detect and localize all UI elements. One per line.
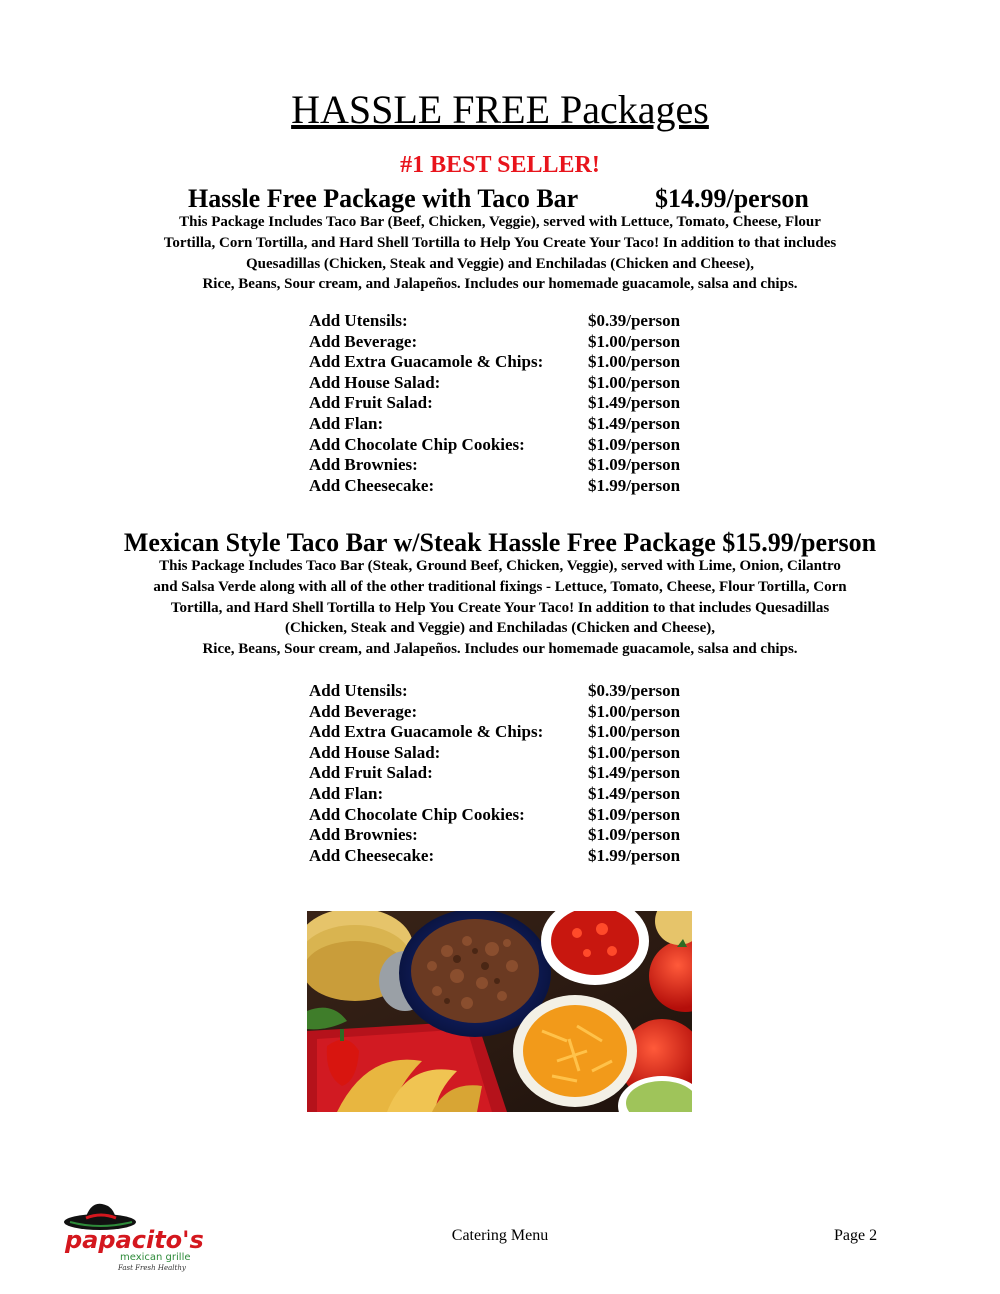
addon-row: [309, 743, 729, 764]
addon-price: $1.09/person: [588, 455, 681, 475]
addon-price: $0.39/person: [588, 311, 681, 330]
addon-label: Add Fruit Salad:: [309, 393, 433, 413]
addon-label: Add Fruit Salad:: [309, 763, 433, 783]
addon-price: $1.00/person: [588, 372, 681, 392]
page-title: HASSLE FREE Packages: [291, 87, 709, 132]
addon-row: [309, 805, 729, 826]
description-line: Tortilla, Corn Tortilla, and Hard Shell Tortilla to Help You Create Your Taco! In addition to that includes: [163, 234, 837, 251]
addon-label: Add Extra Guacamole & Chips:: [309, 352, 544, 372]
addon-row: [309, 681, 729, 702]
addon-price: $1.49/person: [588, 783, 681, 803]
taco-bar-photo: [307, 911, 692, 1112]
addon-price: $1.09/person: [588, 804, 681, 824]
addon-label: Add House Salad:: [309, 742, 441, 762]
addon-price: $1.49/person: [588, 393, 681, 413]
addon-row: [309, 352, 729, 373]
page-number: Page 2: [834, 1227, 878, 1244]
addon-label: Add Beverage:: [309, 331, 418, 351]
description-line: and Salsa Verde along with all of the other traditional fixings - Lettuce, Tomato, Cheese, Flour Tortilla, Corn: [153, 578, 847, 595]
addon-row: [309, 393, 729, 414]
package-1-price: $14.99/person: [655, 184, 809, 213]
addon-label: Add Brownies:: [309, 825, 418, 845]
addon-row: [309, 414, 729, 435]
package-2-addons: [309, 681, 729, 866]
package-1-description: [100, 212, 900, 295]
addon-price: $1.00/person: [588, 742, 681, 762]
addon-row: [309, 332, 729, 353]
logo-brand: papacito's: [65, 1226, 204, 1254]
addon-row: [309, 784, 729, 805]
addon-row: [309, 846, 729, 867]
addon-row: [309, 763, 729, 784]
addon-row: [309, 825, 729, 846]
addon-label: Add Beverage:: [309, 701, 418, 721]
description-line: (Chicken, Steak and Veggie) and Enchiladas (Chicken and Cheese),: [284, 620, 716, 637]
addon-label: Add Utensils:: [309, 681, 408, 700]
addon-row: [309, 373, 729, 394]
addon-label: Add Brownies:: [309, 455, 418, 475]
addon-label: Add Flan:: [309, 783, 384, 803]
addon-price: $1.49/person: [588, 413, 681, 433]
addon-price: $1.99/person: [588, 845, 681, 865]
description-line: Quesadillas (Chicken, Steak and Veggie) and Enchiladas (Chicken and Cheese),: [245, 255, 754, 272]
addon-label: Add Flan:: [309, 413, 384, 433]
description-line: Tortilla, and Hard Shell Tortilla to Help You Create Your Taco! In addition to that includes Quesadillas: [170, 599, 830, 616]
addon-label: Add Cheesecake:: [309, 845, 435, 865]
addon-label: Add Chocolate Chip Cookies:: [309, 804, 525, 824]
description-line: This Package Includes Taco Bar (Steak, Ground Beef, Chicken, Veggie), served with Lime, Onion, Cilantro: [159, 558, 841, 574]
addon-row: [309, 722, 729, 743]
addon-label: Add House Salad:: [309, 372, 441, 392]
addon-price: $1.00/person: [588, 331, 681, 351]
addon-label: Add Cheesecake:: [309, 475, 435, 495]
taco-bar-illustration: [307, 911, 692, 1112]
description-line: Rice, Beans, Sour cream, and Jalapeños. Includes our homemade guacamole, salsa and chips.: [202, 641, 798, 658]
package-2-heading: Mexican Style Taco Bar w/Steak Hassle Free Package $15.99/person: [123, 528, 877, 557]
addon-row: [309, 311, 729, 332]
description-line: Rice, Beans, Sour cream, and Jalapeños. Includes our homemade guacamole, salsa and chips.: [202, 276, 798, 293]
addon-row: [309, 702, 729, 723]
addon-price: $1.00/person: [588, 701, 681, 721]
package-2-description: [100, 556, 900, 660]
addon-price: $1.49/person: [588, 763, 681, 783]
addon-row: [309, 455, 729, 476]
addon-label: Add Chocolate Chip Cookies:: [309, 434, 525, 454]
best-seller-badge: #1 BEST SELLER!: [400, 152, 600, 178]
addon-price: $1.00/person: [588, 722, 681, 742]
addon-label: Add Extra Guacamole & Chips:: [309, 722, 544, 742]
package-1-addons: [309, 311, 729, 496]
addon-row: [309, 435, 729, 456]
addon-price: $1.00/person: [588, 352, 681, 372]
addon-price: $1.09/person: [588, 825, 681, 845]
addon-price: $0.39/person: [588, 681, 681, 700]
addon-price: $1.09/person: [588, 434, 681, 454]
addon-label: Add Utensils:: [309, 311, 408, 330]
description-line: This Package Includes Taco Bar (Beef, Chicken, Veggie), served with Lettuce, Tomato, Cheese, Flour: [179, 214, 821, 230]
logo-subtitle: mexican grille: [120, 1252, 191, 1263]
logo-tagline: Fast Fresh Healthy: [118, 1264, 186, 1272]
footer-label: Catering Menu: [451, 1227, 549, 1244]
addon-row: [309, 476, 729, 497]
package-1-name: Hassle Free Package with Taco Bar: [188, 184, 579, 213]
addon-price: $1.99/person: [588, 475, 681, 495]
